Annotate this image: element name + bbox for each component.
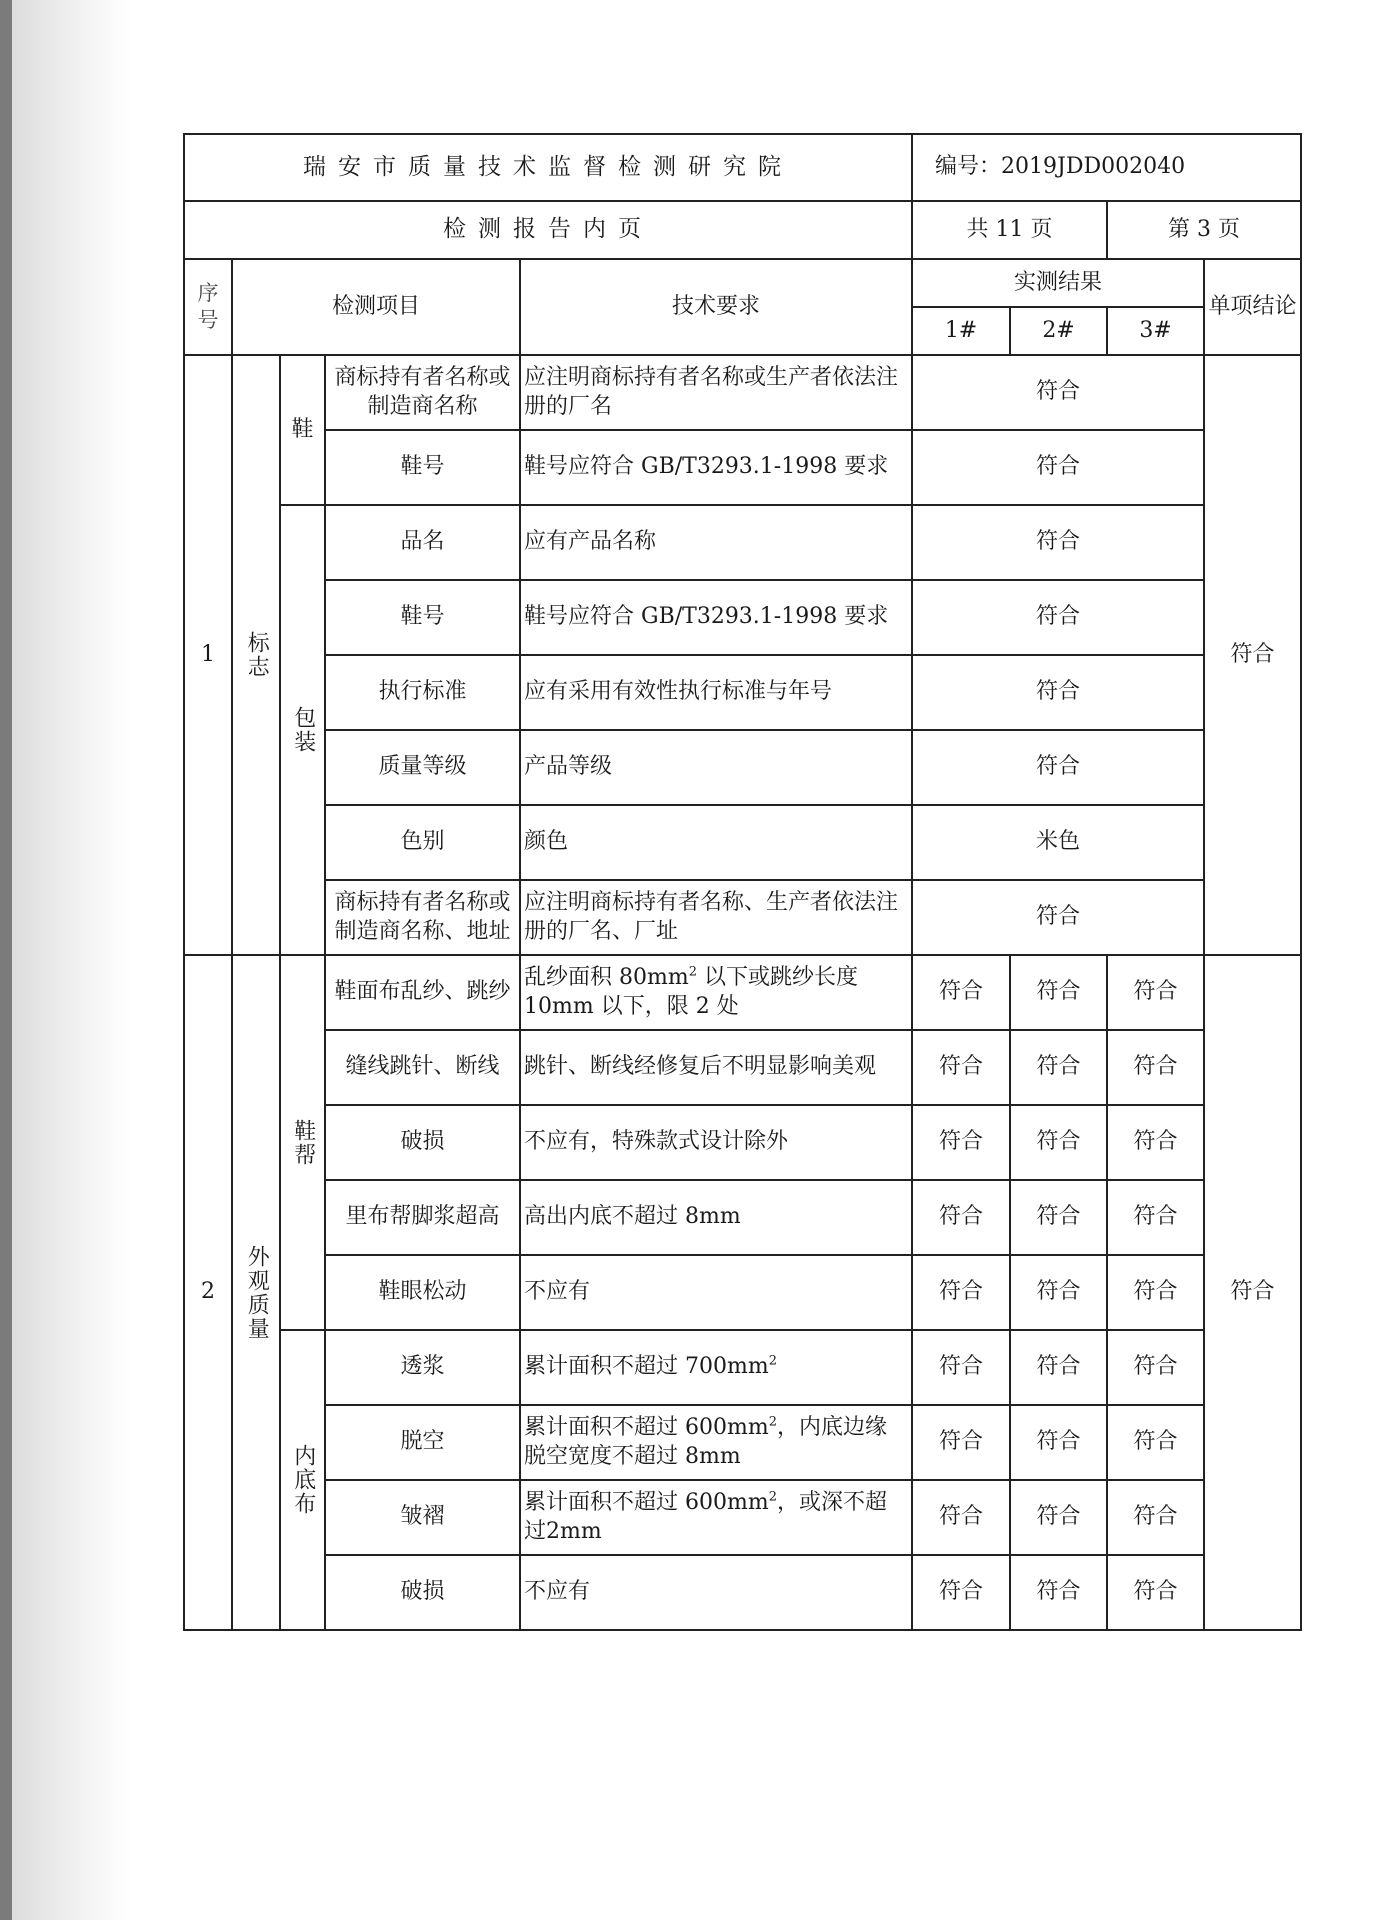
sample2-result: 符合 bbox=[1010, 1555, 1107, 1630]
group-upper: 鞋帮 bbox=[280, 955, 325, 1330]
req-text-tail: ，或深不超过2mm bbox=[524, 1489, 888, 1544]
col-sample3-header: 3# bbox=[1107, 307, 1204, 355]
req-text: 不应有 bbox=[524, 1579, 591, 1605]
sample2-result: 符合 bbox=[1010, 1030, 1107, 1105]
table-row-requirement: 应注明商标持有者名称或生产者依法注册的厂名 bbox=[520, 355, 912, 430]
req-text: 累计面积不超过 600mm bbox=[524, 1489, 769, 1515]
sample1-result: 符合 bbox=[912, 1180, 1010, 1255]
col-sample1-header: 1# bbox=[912, 307, 1010, 355]
table-row-item: 鞋号 bbox=[325, 430, 520, 505]
sample2-result: 符合 bbox=[1010, 1330, 1107, 1405]
sample3-result: 符合 bbox=[1107, 1030, 1204, 1105]
col-requirement-header: 技术要求 bbox=[520, 259, 912, 355]
table-row-requirement bbox=[520, 955, 912, 1030]
sample1-result: 符合 bbox=[912, 1405, 1010, 1480]
req-text: 累计面积不超过 700mm bbox=[524, 1354, 769, 1380]
table-row-result: 符合 bbox=[912, 505, 1204, 580]
table-row-result: 符合 bbox=[912, 430, 1204, 505]
table-row-item: 缝线跳针、断线 bbox=[325, 1030, 520, 1105]
table-row-item: 脱空 bbox=[325, 1405, 520, 1480]
table-row-requirement: 应有产品名称 bbox=[520, 505, 912, 580]
table-row-requirement bbox=[520, 1180, 912, 1255]
req-text: 不应有，特殊款式设计除外 bbox=[524, 1129, 789, 1155]
table-row-item: 执行标准 bbox=[325, 655, 520, 730]
col-conclusion-header: 单项结论 bbox=[1204, 259, 1301, 355]
sample1-result: 符合 bbox=[912, 1105, 1010, 1180]
table-row-item: 鞋号 bbox=[325, 580, 520, 655]
table-row-item: 皱褶 bbox=[325, 1480, 520, 1555]
sample2-result: 符合 bbox=[1010, 1255, 1107, 1330]
sample3-result: 符合 bbox=[1107, 1330, 1204, 1405]
col-seq-header: 序号 bbox=[184, 259, 232, 355]
req-superscript: 2 bbox=[768, 1414, 777, 1430]
sample1-result: 符合 bbox=[912, 1330, 1010, 1405]
section1-category: 标志 bbox=[232, 355, 280, 955]
table-row-item: 品名 bbox=[325, 505, 520, 580]
table-row-requirement bbox=[520, 1330, 912, 1405]
req-text: 不应有 bbox=[524, 1279, 591, 1305]
col-results-header: 实测结果 bbox=[912, 259, 1204, 307]
group-package: 包装 bbox=[280, 505, 325, 955]
table-row-result: 符合 bbox=[912, 355, 1204, 430]
total-pages: 共 11 页 bbox=[912, 201, 1107, 259]
req-superscript: 2 bbox=[688, 964, 697, 980]
table-row-requirement bbox=[520, 1555, 912, 1630]
req-text-tail: ，内底边缘脱空宽度不超过 8mm bbox=[524, 1414, 888, 1469]
sample2-result: 符合 bbox=[1010, 1180, 1107, 1255]
table-row-requirement bbox=[520, 1030, 912, 1105]
table-row-requirement bbox=[520, 1405, 912, 1480]
col-sample2-header: 2# bbox=[1010, 307, 1107, 355]
table-row-item: 鞋面布乱纱、跳纱 bbox=[325, 955, 520, 1030]
req-text: 跳针、断线经修复后不明显影响美观 bbox=[524, 1054, 877, 1080]
table-row-requirement bbox=[520, 1480, 912, 1555]
table-row-requirement: 鞋号应符合 GB/T3293.1-1998 要求 bbox=[520, 580, 912, 655]
page-number: 第 3 页 bbox=[1107, 201, 1301, 259]
req-text: 累计面积不超过 600mm bbox=[524, 1414, 769, 1440]
sample3-result: 符合 bbox=[1107, 1480, 1204, 1555]
report-number: 编号：2019JDD002040 bbox=[912, 134, 1301, 201]
table-row-item: 破损 bbox=[325, 1105, 520, 1180]
req-text-tail: 以下或跳纱长度10mm 以下，限 2 处 bbox=[524, 964, 858, 1019]
col-item-header: 检测项目 bbox=[232, 259, 520, 355]
section1-seq: 1 bbox=[184, 355, 232, 955]
sample3-result: 符合 bbox=[1107, 1555, 1204, 1630]
table-row-item: 质量等级 bbox=[325, 730, 520, 805]
section2-conclusion: 符合 bbox=[1204, 955, 1301, 1630]
table-row-requirement bbox=[520, 1105, 912, 1180]
table-row-item: 商标持有者名称或制造商名称、地址 bbox=[325, 880, 520, 955]
table-row-requirement: 鞋号应符合 GB/T3293.1-1998 要求 bbox=[520, 430, 912, 505]
table-row-requirement: 产品等级 bbox=[520, 730, 912, 805]
table-row-result: 米色 bbox=[912, 805, 1204, 880]
table-row-item: 色别 bbox=[325, 805, 520, 880]
sample3-result: 符合 bbox=[1107, 1180, 1204, 1255]
institute-name: 瑞安市质量技术监督检测研究院 bbox=[184, 134, 912, 201]
sample1-result: 符合 bbox=[912, 1255, 1010, 1330]
req-text: 高出内底不超过 8mm bbox=[524, 1204, 741, 1230]
sample1-result: 符合 bbox=[912, 1030, 1010, 1105]
sample2-result: 符合 bbox=[1010, 1480, 1107, 1555]
sample1-result: 符合 bbox=[912, 1555, 1010, 1630]
table-row-result: 符合 bbox=[912, 655, 1204, 730]
req-superscript: 2 bbox=[768, 1489, 777, 1505]
table-row-item: 里布帮脚浆超高 bbox=[325, 1180, 520, 1255]
sample2-result: 符合 bbox=[1010, 955, 1107, 1030]
sample1-result: 符合 bbox=[912, 955, 1010, 1030]
table-row-result: 符合 bbox=[912, 880, 1204, 955]
table-row-result: 符合 bbox=[912, 580, 1204, 655]
table-row-item: 商标持有者名称或制造商名称 bbox=[325, 355, 520, 430]
table-row-requirement bbox=[520, 1255, 912, 1330]
scan-shadow bbox=[12, 0, 132, 1920]
sample3-result: 符合 bbox=[1107, 1405, 1204, 1480]
section1-conclusion: 符合 bbox=[1204, 355, 1301, 955]
group-insole: 内底布 bbox=[280, 1330, 325, 1630]
table-row-result: 符合 bbox=[912, 730, 1204, 805]
section2-category: 外观质量 bbox=[232, 955, 280, 1630]
report-type: 检测报告内页 bbox=[184, 201, 912, 259]
table-row-requirement: 应注明商标持有者名称、生产者依法注册的厂名、厂址 bbox=[520, 880, 912, 955]
inspection-report-table bbox=[183, 133, 1302, 1631]
table-row-requirement: 颜色 bbox=[520, 805, 912, 880]
sample3-result: 符合 bbox=[1107, 1105, 1204, 1180]
scan-edge bbox=[0, 0, 12, 1920]
sample2-result: 符合 bbox=[1010, 1405, 1107, 1480]
group-shoe: 鞋 bbox=[280, 355, 325, 505]
table-row-item: 破损 bbox=[325, 1555, 520, 1630]
table-row-item: 鞋眼松动 bbox=[325, 1255, 520, 1330]
section2-seq: 2 bbox=[184, 955, 232, 1630]
table-row-item: 透浆 bbox=[325, 1330, 520, 1405]
table-row-requirement: 应有采用有效性执行标准与年号 bbox=[520, 655, 912, 730]
sample1-result: 符合 bbox=[912, 1480, 1010, 1555]
sample2-result: 符合 bbox=[1010, 1105, 1107, 1180]
sample3-result: 符合 bbox=[1107, 955, 1204, 1030]
sample3-result: 符合 bbox=[1107, 1255, 1204, 1330]
req-text: 乱纱面积 80mm bbox=[524, 964, 689, 990]
req-superscript: 2 bbox=[768, 1353, 777, 1369]
